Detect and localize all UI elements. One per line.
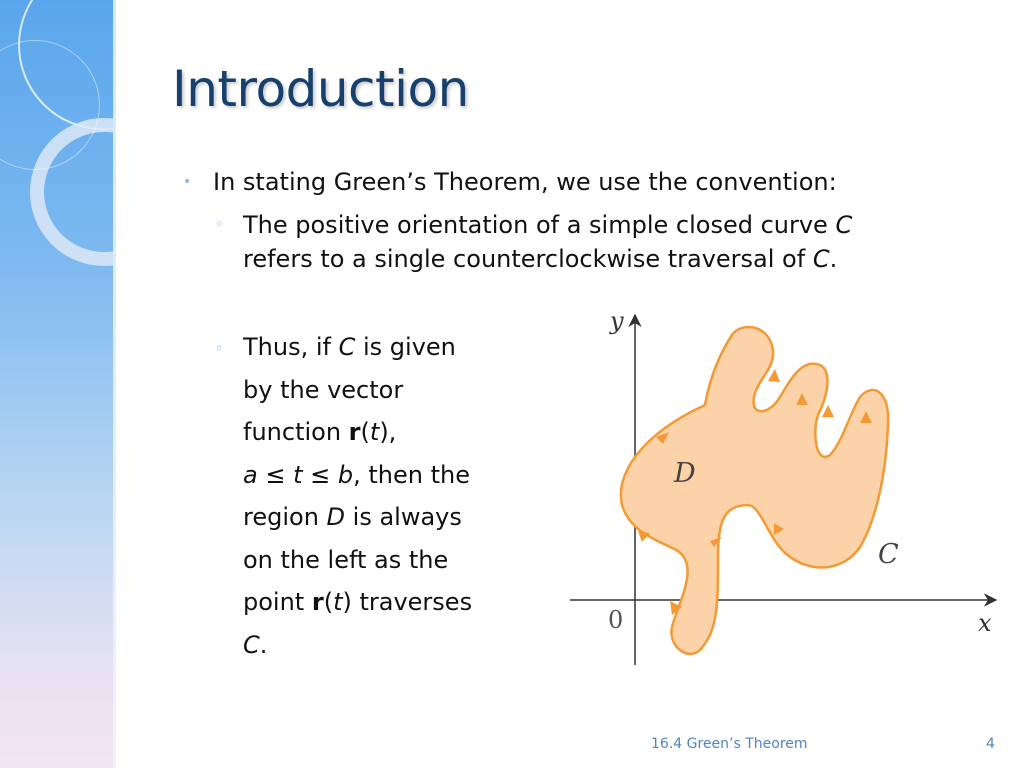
text-line: a ≤ t ≤ b, then the xyxy=(243,460,470,489)
sub-bullet-marker: ◦ xyxy=(215,341,224,357)
sub-bullet-marker: ◦ xyxy=(215,217,224,233)
greens-theorem-figure xyxy=(560,305,1010,670)
slide-title: Introduction xyxy=(172,60,469,118)
footer-title: 16.4 Green’s Theorem xyxy=(651,736,808,752)
text-line: The positive orientation of a simple closed curve C xyxy=(243,211,853,239)
page-number: 4 xyxy=(986,736,995,752)
text-line: by the vector xyxy=(243,375,404,404)
sidebar-divider xyxy=(113,0,116,768)
bullet-marker: • xyxy=(183,174,192,190)
origin-label: 0 xyxy=(608,606,624,634)
decorative-sidebar xyxy=(0,0,113,768)
sub-bullet-text xyxy=(243,326,472,666)
text-line: C. xyxy=(243,630,268,659)
text-line: point r(t) traverses xyxy=(243,588,473,616)
x-axis-label: x xyxy=(978,609,992,637)
text-line: Thus, if C is given xyxy=(243,333,456,361)
curve-label: C xyxy=(878,539,899,570)
bullet-text: In stating Green’s Theorem, we use the convention: xyxy=(213,168,837,196)
text-line: region D is always xyxy=(243,503,462,531)
arrow-icon xyxy=(822,405,834,417)
y-axis-label: y xyxy=(610,307,624,335)
region-label: D xyxy=(674,458,696,489)
arrow-icon xyxy=(768,369,780,382)
text-line: refers to a single counterclockwise traversal of C. xyxy=(243,245,838,273)
text-line: function r(t), xyxy=(243,418,397,446)
region-d-curve-c xyxy=(621,327,888,654)
text-line: on the left as the xyxy=(243,545,449,574)
sub-bullet-text xyxy=(243,208,852,276)
